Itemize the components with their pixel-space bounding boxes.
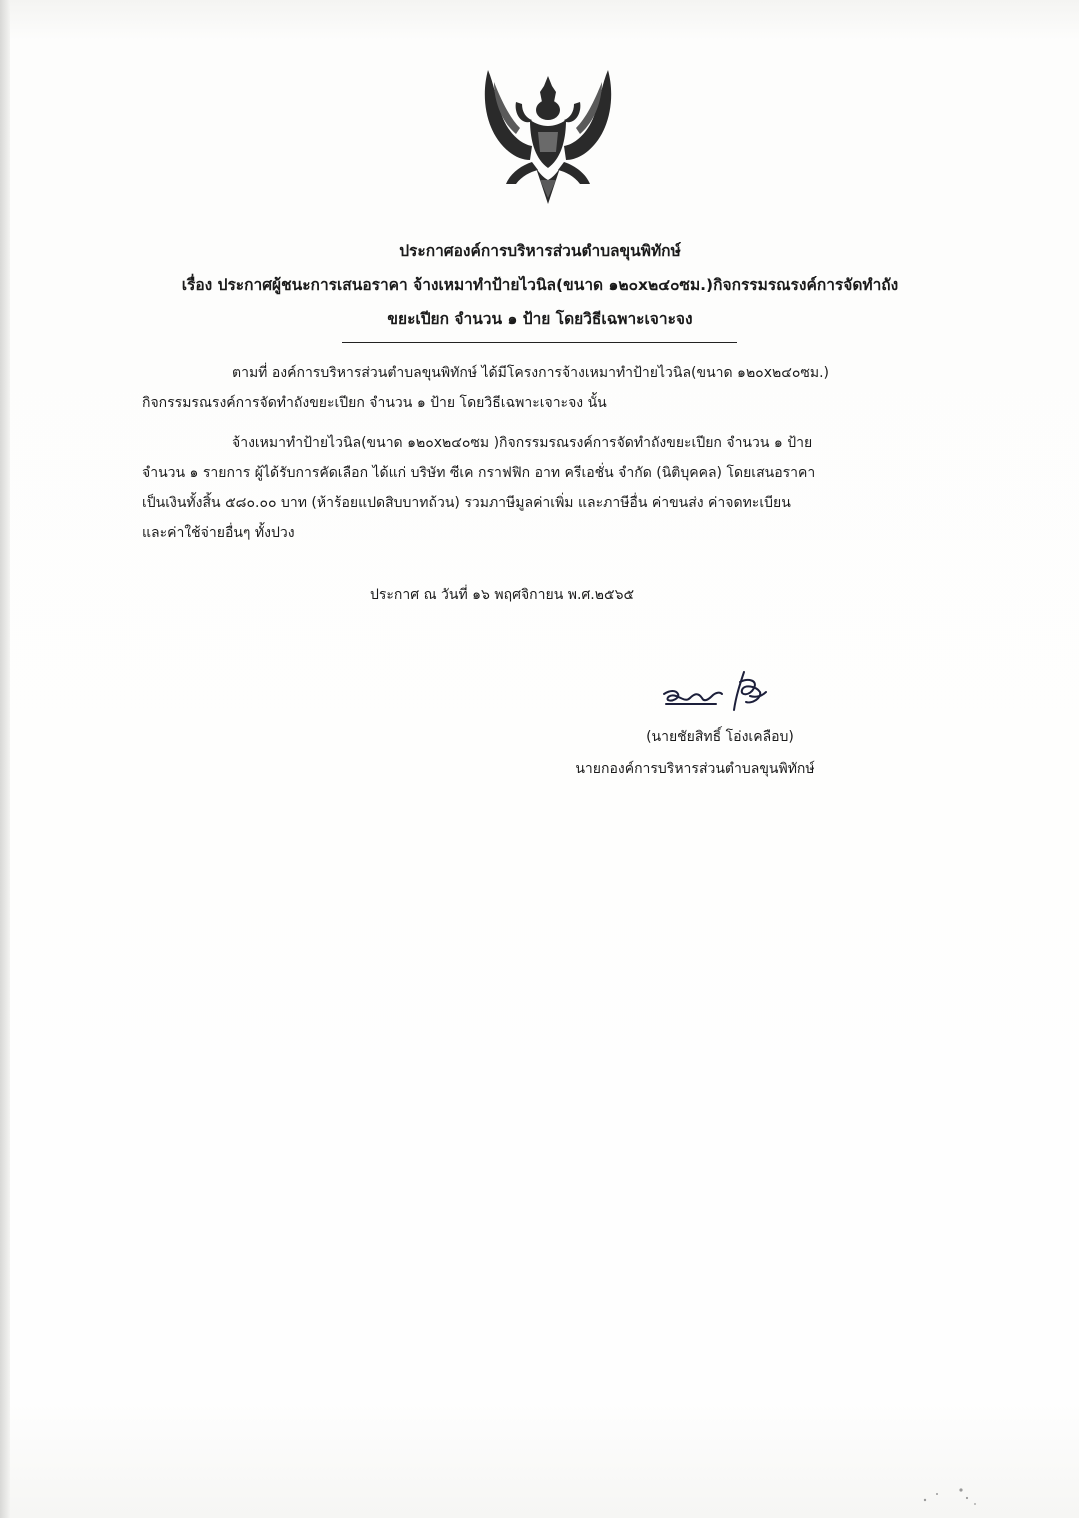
signer-name: (นายชัยสิทธิ์ โอ่งเคลือบ) <box>646 729 794 745</box>
subject-line-1: เรื่อง ประกาศผู้ชนะการเสนอราคา จ้างเหมาทำป้ายไวนิล(ขนาด ๑๒๐x๒๔๐ซม.)กิจกรรมรณรงค์การจัดทำถัง <box>181 276 899 294</box>
announcement-date: ประกาศ ณ วันที่ ๑๖ พฤศจิกายน พ.ศ.๒๕๖๕ <box>370 587 635 603</box>
document-heading <box>140 234 940 336</box>
heading-divider <box>342 342 737 343</box>
paragraph-2-line-2: จำนวน ๑ รายการ ผู้ได้รับการคัดเลือก ได้แก่ บริษัท ซีเค กราฟฟิก อาท ครีเอชั่น จำกัด (นิติบุคคล) โดยเสนอราคา <box>142 465 816 481</box>
signer-position: นายกองค์การบริหารส่วนตำบลขุนพิทักษ์ <box>575 761 815 777</box>
paragraph-2-line-4: และค่าใช้จ่ายอื่นๆ ทั้งปวง <box>142 525 295 541</box>
announcement-title: ประกาศองค์การบริหารส่วนตำบลขุนพิทักษ์ <box>399 242 681 260</box>
handwritten-signature <box>656 668 776 720</box>
paragraph-2-line-3: เป็นเงินทั้งสิ้น ๕๘๐.๐๐ บาท (ห้าร้อยแปดสิบบาทถ้วน) รวมภาษีมูลค่าเพิ่ม และภาษีอื่น ค่าขนส่ง ค่าจดทะเบียน <box>142 495 791 511</box>
body-paragraph-2 <box>142 428 942 548</box>
paragraph-1-line-1: ตามที่ องค์การบริหารส่วนตำบลขุนพิทักษ์ ได้มีโครงการจ้างเหมาทำป้ายไวนิล(ขนาด ๑๒๐x๒๔๐ซม.) <box>232 365 830 381</box>
garuda-emblem-icon <box>480 62 616 206</box>
paper-specks <box>915 1480 985 1510</box>
paragraph-1-line-2: กิจกรรมรณรงค์การจัดทำถังขยะเปียก จำนวน ๑ ป้าย โดยวิธีเฉพาะเจาะจง นั้น <box>142 395 607 411</box>
subject-line-2: ขยะเปียก จำนวน ๑ ป้าย โดยวิธีเฉพาะเจาะจง <box>387 310 693 328</box>
paper-edge-shadow <box>0 0 10 1518</box>
paragraph-2-line-1: จ้างเหมาทำป้ายไวนิล(ขนาด ๑๒๐x๒๔๐ซม )กิจกรรมรณรงค์การจัดทำถังขยะเปียก จำนวน ๑ ป้าย <box>232 435 813 451</box>
body-paragraph-1 <box>142 358 942 418</box>
